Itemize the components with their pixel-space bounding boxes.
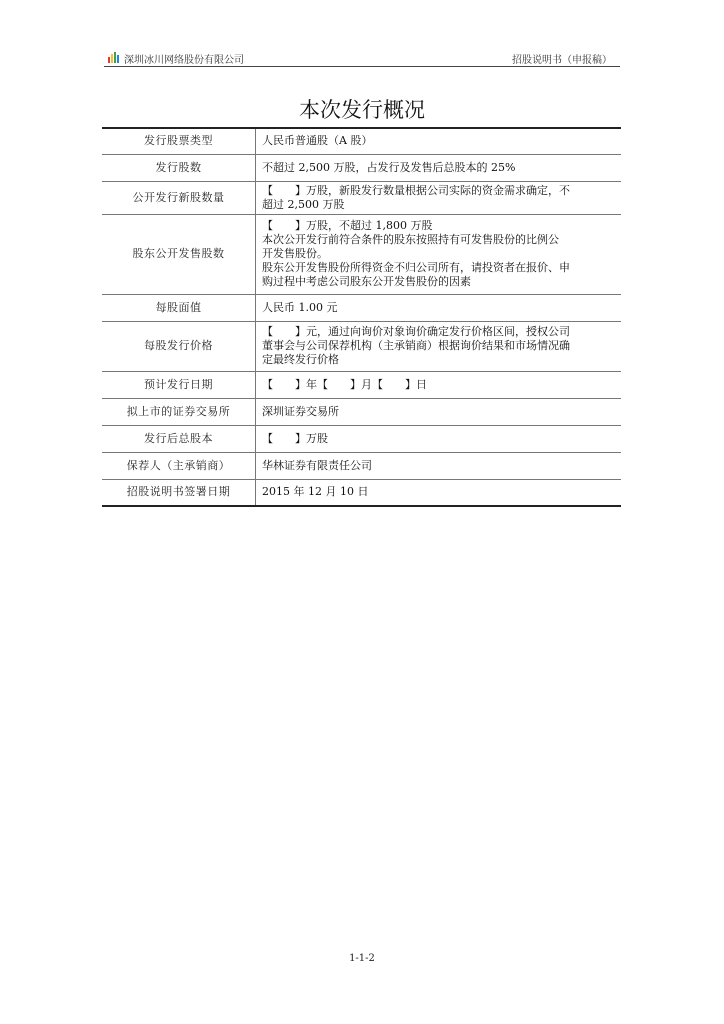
table-row xyxy=(102,479,621,506)
row-value xyxy=(256,214,622,294)
row-label: 预计发行日期 xyxy=(102,371,256,398)
row-value xyxy=(256,294,622,321)
row-label: 保荐人（主承销商） xyxy=(102,452,256,479)
row-value xyxy=(256,154,622,181)
value-line: 超过 2,500 万股 xyxy=(262,197,345,211)
value-line: 股东公开发售股份所得资金不归公司所有，请投资者在报价、申 xyxy=(262,261,570,274)
document-type: 招股说明书（申报稿） xyxy=(512,55,612,66)
row-value xyxy=(256,371,622,398)
value-line: 【 】万股，新股发行数量根据公司实际的资金需求确定，不 xyxy=(262,183,570,197)
page-header xyxy=(104,50,620,67)
table-row xyxy=(102,321,621,371)
page-title: 本次发行概况 xyxy=(299,98,425,122)
value-line: 董事会与公司保荐机构（主承销商）根据询价结果和市场情况确 xyxy=(262,339,570,352)
table-row xyxy=(102,181,621,214)
table-row xyxy=(102,128,621,154)
value-line: 本次公开发行前符合条件的股东按照持有可发售股份的比例公 xyxy=(262,233,559,246)
table-row xyxy=(102,452,621,479)
value-line: 购过程中考虑公司股东公开发售股份的因素 xyxy=(262,275,471,288)
company-name: 深圳冰川网络股份有限公司 xyxy=(124,55,244,66)
row-label: 拟上市的证券交易所 xyxy=(102,398,256,425)
value-line: 深圳证券交易所 xyxy=(262,404,339,418)
row-label: 发行股票类型 xyxy=(102,128,256,154)
page-number: 1-1-2 xyxy=(349,953,375,964)
value-line: 【 】万股，不超过 1,800 万股 xyxy=(262,219,433,232)
value-line: 华林证券有限责任公司 xyxy=(262,458,372,472)
value-line: 【 】万股 xyxy=(262,431,328,445)
table-row xyxy=(102,398,621,425)
value-line: 定最终发行价格 xyxy=(262,353,339,366)
company-logo-icon xyxy=(108,52,120,63)
row-value xyxy=(256,425,622,452)
table-row xyxy=(102,294,621,321)
row-label: 股东公开发售股数 xyxy=(102,214,256,294)
row-label: 发行后总股本 xyxy=(102,425,256,452)
value-line: 不超过 2,500 万股，占发行及发售后总股本的 25% xyxy=(262,160,516,174)
row-value xyxy=(256,128,622,154)
row-value xyxy=(256,452,622,479)
value-line: 人民币普通股（A 股） xyxy=(262,134,373,148)
row-label: 公开发行新股数量 xyxy=(102,181,256,214)
value-line: 开发售股份。 xyxy=(262,247,328,260)
offering-overview-table xyxy=(102,127,621,507)
table-row xyxy=(102,371,621,398)
value-line: 【 】元，通过向询价对象询价确定发行价格区间，授权公司 xyxy=(262,325,570,338)
row-label: 每股发行价格 xyxy=(102,321,256,371)
row-label: 发行股数 xyxy=(102,154,256,181)
table-row xyxy=(102,154,621,181)
value-line: 人民币 1.00 元 xyxy=(262,300,338,314)
table-row xyxy=(102,425,621,452)
value-line: 2015 年 12 月 10 日 xyxy=(262,485,369,499)
row-value xyxy=(256,181,622,214)
row-label: 每股面值 xyxy=(102,294,256,321)
row-label: 招股说明书签署日期 xyxy=(102,479,256,506)
row-value xyxy=(256,479,622,506)
table-row xyxy=(102,214,621,294)
value-line: 【 】年【 】月【 】日 xyxy=(262,377,427,391)
row-value xyxy=(256,398,622,425)
row-value xyxy=(256,321,622,371)
